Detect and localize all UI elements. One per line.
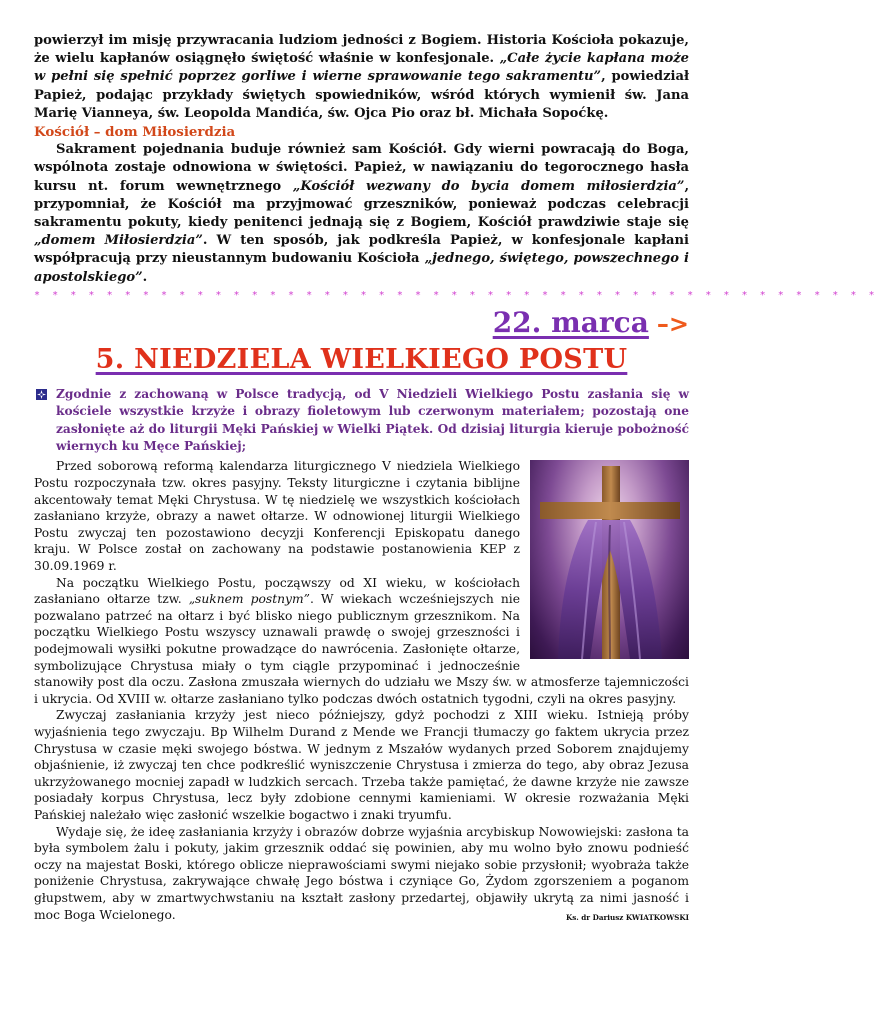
- author-signature: Ks. dr Dariusz KWIATKOWSKI: [565, 913, 689, 923]
- veiled-cross-image: [530, 460, 689, 659]
- article2-paragraph3: Zwyczaj zasłaniania krzyży jest nieco późniejszy, gdyż pochodzi z XIII wieku. Istnieją próby wyjaśnienia tego zwyczaju. Bp Wilhelm Durand z Mende we Francji tłumaczy go faktem ukrycia przez Chrystusa w czasie męki swojego bóstwa. W jednym z Mszałów wydanych przed Soborem znajdujemy objaśnienie, iż zwyczaj ten chce podkreślić wyniszczenie Chrystusa i zmierza do tego, aby obraz Jezusa ukrzyżowanego mocniej zapadł w ludzkich sercach. Trzeba także pamiętać, że dawne krzyże nie zawsze posiadały korpus Chrystusa, lecz były zdobione cennymi kamieniami. W okresie rozważania Męki Pańskiej należało więc zasłonić wszelkie bogactwo i znaki tryumfu.: [34, 708, 689, 822]
- article2: [34, 458, 689, 923]
- article2-paragraph4: Wydaje się, że ideę zasłaniania krzyży i obrazów dobrze wyjaśnia arcybiskup Nowowiejski: zasłona ta była symbolem żalu i pokuty, jakim grzesznik oddać się powinien, aby mu wolno było znowu podnieść oczy na majestat Boski, którego oblicze nieprawościami swymi niejako sobie przysłonił; wyobraża także poniżenie Chrystusa, zakrywające chwałę Jego bóstwa i czyniące Go, Żydom zgorszeniem a poganom głupstwem, aby w zmartwychwstaniu na kształt zasłony przedartej, objawiły ukrytą za nimi jasność i moc Boga Wcielonego.: [34, 824, 689, 922]
- article2-paragraph1: Przed soborową reformą kalendarza liturgicznego V niedziela Wielkiego Postu rozpoczynała tzw. okres pasyjny. Teksty liturgiczne i czytania biblijne akcentowały temat Męki Chrystusa. W tę niedzielę we wszystkich kościołach zasłaniano krzyże, obrazy a nawet ołtarze. W odnowionej liturgii Wielkiego Postu zwyczaj ten pozostawiono decyzji Konferencji Episkopatu danego kraju. W Polsce został on zachowany na podstawie postanowienia KEP z 30.09.1969 r.: [34, 459, 520, 574]
- date-line: [34, 305, 689, 341]
- intro-paragraph: Zgodnie z zachowaną w Polsce tradycją, od V Niedzieli Wielkiego Postu zasłania się w kościele wszystkie krzyże i obrazy fioletowym lub czerwonym materiałem; pozostają one zasłonięte aż do liturgii Męki Pańskiej w Wielki Piątek. Od dzisiaj liturgia kieruje pobożność wiernych ku Męce Pańskiej;: [34, 386, 689, 456]
- page: [34, 32, 878, 923]
- date-heading: 22. marca: [492, 305, 649, 339]
- star-separator: * * * * * * * * * * * * * * * * * * * * * * * * * * * * * * * * * * * * * * * * * * * * * * *: [34, 289, 878, 301]
- arrow-right-icon: –>: [656, 309, 689, 338]
- sunday-title: 5. NIEDZIELA WIELKIEGO POSTU: [95, 343, 628, 375]
- article1-paragraph2: Sakrament pojednania buduje również sam Kościół. Gdy wierni powracają do Boga, wspólnota zostaje odnowiona w świętości. Papież, w nawiązaniu do tegorocznego hasła kursu nt. forum wewnętrznego „Kościół wezwany do bycia domem miłosierdzia”, przypomniał, że Kościół ma przyjmować grzeszników, ponieważ podczas celebracji sakramentu pokuty, kiedy penitenci jednają się z Bogiem, Kościół prawdziwie staje się „domem Miłosierdzia”. W ten sposób, jak podkreśla Papież, w konfesjonale kapłani współpracują przy nieustannym budowaniu Kościoła „jednego, świętego, powszechnego i apostolskiego”.: [34, 142, 690, 285]
- article2-paragraph2: Na początku Wielkiego Postu, począwszy od XI wieku, w kościołach zasłaniano ołtarze tzw. „suknem postnym”. W wiekach wcześniejszych nie pozwalano patrzeć na ołtarz i być blisko niego publicznym grzesznikom. Na początku Wielkiego Postu wszyscy uznawali prawdę o swojej grzeszności i podejmowali wysiłki pokutne prowadzące do nawrócenia. Zasłonięte ołtarze, symbolizujące Chrystusa miały o tym ciągle przypominać i jednocześnie stanowiły post dla oczu. Zasłona zmuszała wiernych do udziału we Mszy św. w atmosferze tajemniczości i ukrycia. Od XVIII w. ołtarze zasłaniano tylko podczas dwóch ostatnich tygodni, czyli na okres pasyjny.: [34, 575, 689, 706]
- article1-paragraph1: powierzył im misję przywracania ludziom jedności z Bogiem. Historia Kościoła pokazuje, że wielu kapłanów osiągnęło świętość właśnie w konfesjonale. „Całe życie kapłana może w pełni się spełnić poprzez gorliwe i wierne sprawowanie tego sakramentu”, powiedział Papież, podając przykłady świętych spowiedników, wśród których wymienił św. Jana Marię Vianneya, św. Leopolda Mandića, św. Ojca Pio oraz bł. Michała Sopoćkę.: [34, 33, 689, 121]
- section-heading: Kościół – dom Miłosierdzia: [34, 124, 236, 141]
- flower-bullet-icon: [36, 389, 47, 400]
- cross-drawing: [530, 460, 689, 659]
